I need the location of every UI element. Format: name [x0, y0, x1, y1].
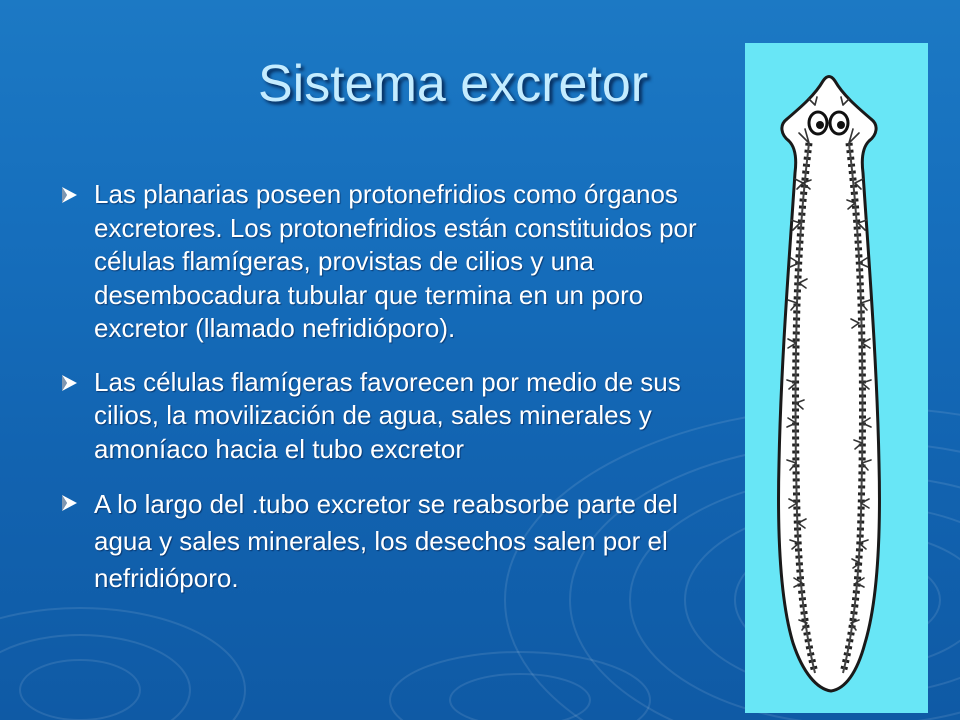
- bullet-item: [60, 366, 740, 467]
- bullet-item: [60, 178, 740, 346]
- bullet-list: [60, 178, 740, 597]
- bullet-text: A lo largo del .tubo excretor se reabsorbe parte del agua y sales minerales, los desechos salen por el nefridióporo.: [94, 489, 678, 593]
- arrow-bullet-icon: [60, 494, 78, 512]
- slide-title: Sistema excretor: [258, 55, 649, 113]
- planarian-illustration: [745, 43, 928, 713]
- planarian-drawing: [745, 43, 928, 713]
- arrow-bullet-icon: [60, 186, 78, 204]
- bullet-item: [60, 486, 740, 597]
- arrow-bullet-icon: [60, 374, 78, 392]
- bullet-text: Las células flamígeras favorecen por medio de sus cilios, la movilización de agua, sales minerales y amoníaco hacia el tubo excretor: [94, 366, 681, 464]
- bullet-text: Las planarias poseen protonefridios como órganos excretores. Los protonefridios están constituidos por células flamígeras, provistas de cilios y una desembocadura tubular que termina en un poro excretor (llamado nefridióporo).: [94, 179, 697, 343]
